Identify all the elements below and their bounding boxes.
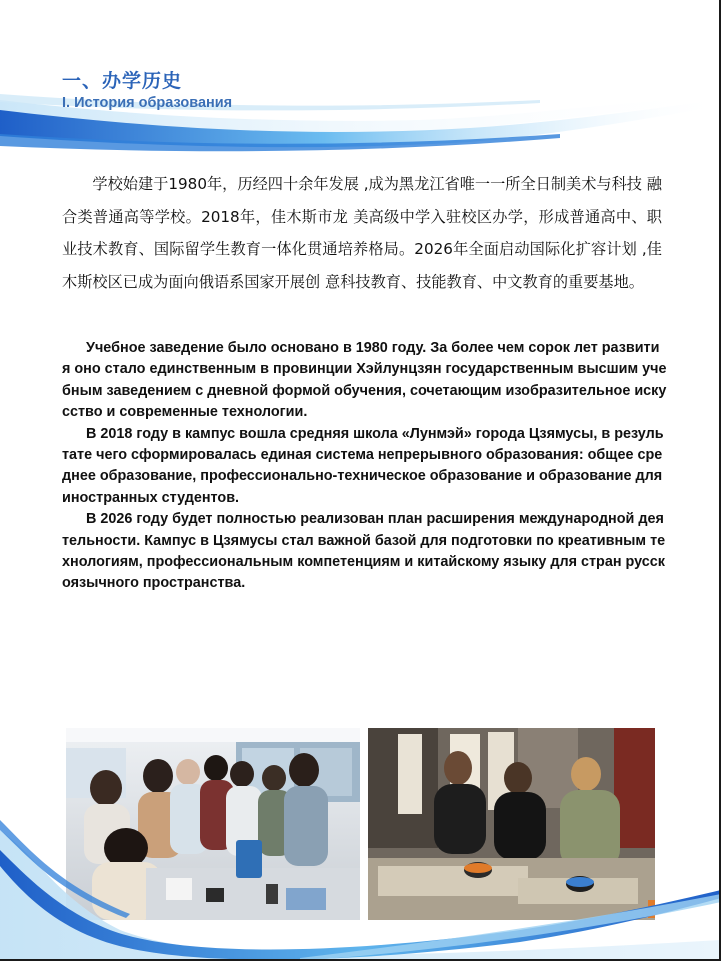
section-title-russian: I. История образования <box>62 95 233 111</box>
chinese-body-text <box>62 168 662 298</box>
russian-paragraph-1: Учебное заведение было основано в 1980 году. За более чем сорок лет развития оно стало единственным в провинции Хэйлунцзян государственным высшим учебным заведением с дневной формой обучения, сочетающим изобразительное искусство и современные технологии. <box>62 340 667 421</box>
russian-paragraph-2: В 2018 году в кампус вошла средняя школа «Лунмэй» города Цзямусы, в результате чего сформировалась единая система непрерывного образования: общее среднее образование, профессионально-техническое образование и образование для иностранных студентов. <box>62 425 664 506</box>
russian-body-text <box>62 338 667 595</box>
footer-wave-decoration <box>0 790 721 961</box>
section-title-chinese: 一、办学历史 <box>62 70 183 92</box>
russian-paragraph-3: В 2026 году будет полностью реализован план расширения международной деятельности. Кампус в Цзямусы стал важной базой для подготовки по креативным технологиям, профессиональным компетенциям и китайскому языку для стран русскоязычного пространства. <box>62 511 666 592</box>
chinese-paragraph: 学校始建于1980年，历经四十余年发展 ,成为黑龙江省唯一一所全日制美术与科技 融合类普通高等学校。2018年，佳木斯市龙 美高级中学入驻校区办学，形成普通高中、职业技术教育、国际留学生教育一体化贯通培养格局。2026年全面启动国际化扩容计划 ,佳木斯校区已成为面向俄语系国家开展创 意科技教育、技能教育、中文教育的重要基地。 <box>62 175 662 291</box>
